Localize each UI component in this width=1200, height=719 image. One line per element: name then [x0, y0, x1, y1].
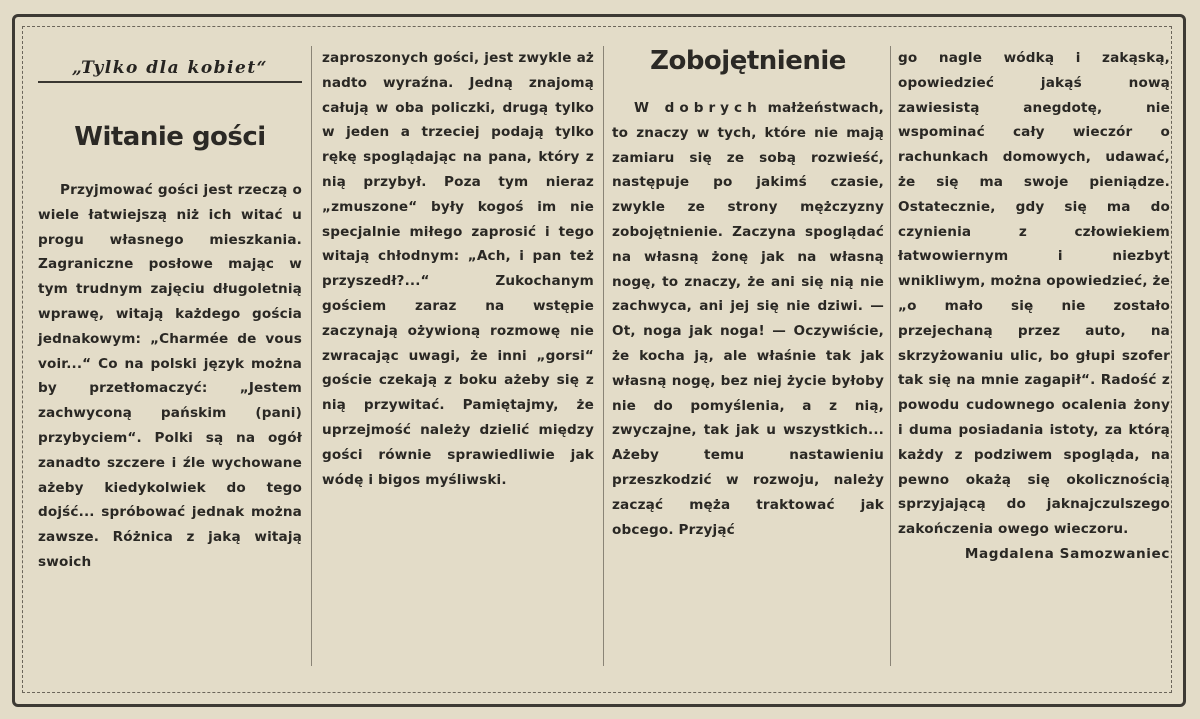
paragraph-text: małżeństwach, to znaczy w tych, które nie mają zamiaru się ze sobą rozwieść, następuje po jakimś czasie, zwykle ze strony mężczyzny zobojętnienie. Zaczyna spoglądać na własną żonę jak na własną nogę, to znaczy, że ani się nią nie zachwyca, ani jej się nie dziwi. — Ot, noga jak noga! — Oczywiście, że kocha ją, ale właśnie tak jak własną nogę, bez niej życie byłoby nie do pomyślenia, a z nią, zwyczajne, tak jak u wszystkich... Ażeby temu nastawieniu przeszkodzić w rozwoju, należy zacząć męża traktować jak obcego. Przyjąć: [612, 100, 884, 538]
column-rule: [890, 46, 891, 666]
paragraph: [612, 96, 884, 542]
article-title-zobojetnienie: Zobojętnienie: [650, 46, 846, 76]
author-signature: Magdalena Samozwaniec: [964, 545, 1170, 562]
column-rule: [603, 46, 604, 666]
article-column-3: [612, 96, 884, 542]
article-column-2: [322, 46, 594, 492]
section-kicker: „Tylko dla kobiet“: [38, 58, 302, 83]
paragraph: zaproszonych gości, jest zwykle aż nadto wyraźna. Jedną znajomą całują w oba policzki, drugą tylko w jeden a trzeciej podają tylko rękę spoglądając na pana, który z nią przybył. Poza tym nieraz „zmuszone“ były kogoś im nie specjalnie miłego zaprosić i tego witają chłodnym: „Ach, i pan też przyszedł?...“ Zukochanym gościem zaraz na wstępie zaczynają ożywioną rozmowę nie zwracając uwagi, że inni „gorsi“ goście czekają z boku ażeby się z nią przywitać. Pamiętajmy, że uprzejmość należy dzielić między gości równie sprawiedliwie jak wódę i bigos myśliwski.: [322, 50, 594, 488]
column-rule: [311, 46, 312, 666]
lead-words: W dobrych: [634, 100, 762, 116]
article-column-4: [898, 46, 1170, 567]
article-title-witanie: Witanie gości: [74, 122, 266, 152]
paragraph: go nagle wódką i zakąską, opowiedzieć jakąś nową zawiesistą anegdotę, nie wspominać cały wieczór o rachunkach domowych, udawać, że się ma swoje pieniądze. Ostatecznie, gdy się ma do czynienia z człowiekiem łatwowiernym i niezbyt wnikliwym, można opowiedzieć, że „o mało się nie zostało przejechaną przez auto, na skrzyżowaniu ulic, bo głupi szofer tak się na mnie zagapił“. Radość z powodu cudownego ocalenia żony i duma posiadania istoty, za którą każdy z podziwem spogląda, na pewno okażą się okolicznością sprzyjającą do jaknajczulszego zakończenia owego wieczoru.: [898, 50, 1170, 538]
article-column-1: [38, 178, 302, 575]
paragraph: Przyjmować gości jest rzeczą o wiele łatwiejszą niż ich witać u progu własnego mieszkania. Zagraniczne posłowe mając w tym trudnym zajęciu długoletnią wprawę, witają każdego gościa jednakowym: „Charmée de vous voir...“ Co na polski język można by przetłomaczyć: „Jestem zachwyconą pańskim (pani) przybyciem“. Polki są na ogół zanadto szczere i źle wychowane ażeby kiedykolwiek do tego dojść... spróbować jednak można zawsze. Różnica z jaką witają swoich: [38, 182, 302, 570]
